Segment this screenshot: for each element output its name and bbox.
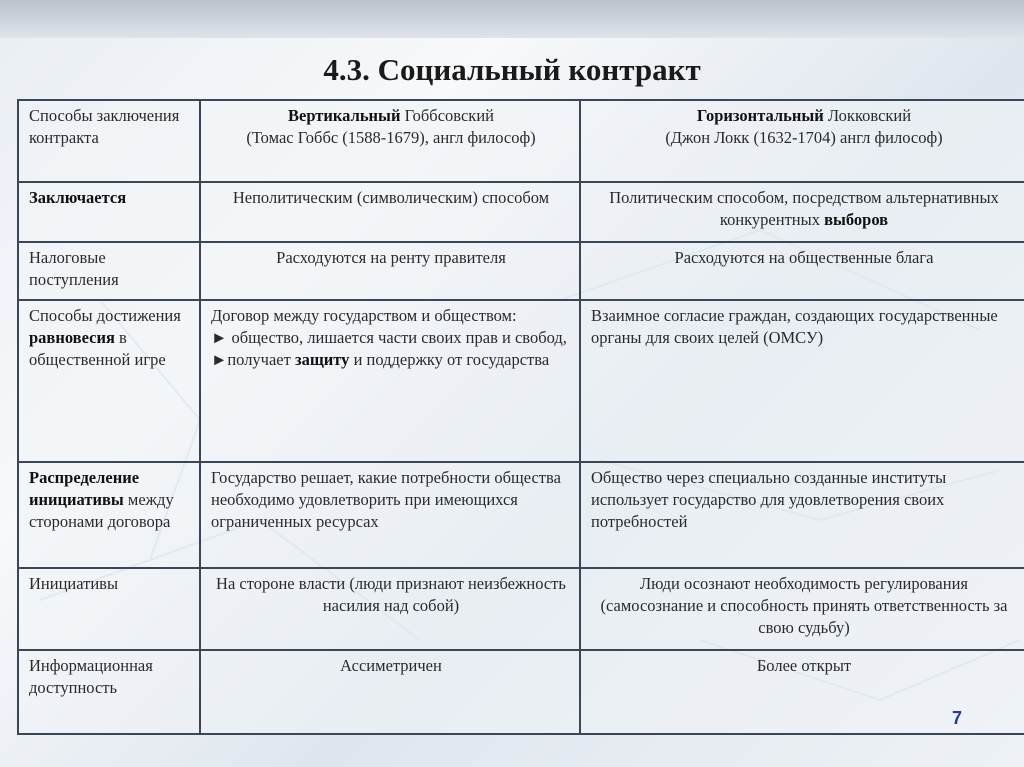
row-label-bold: равновесия xyxy=(29,328,115,347)
vertical-cell xyxy=(200,242,580,300)
header-vertical-author: (Томас Гоббс (1588-1679), англ философ) xyxy=(246,128,536,147)
horizontal-text: Расходуются на общественные блага xyxy=(674,248,934,267)
vertical-text: Неполитическим (символическим) способом xyxy=(232,188,550,207)
row-label: Способы достижения xyxy=(29,306,181,325)
vertical-intro: Договор между государством и обществом: xyxy=(211,306,517,325)
row-label: Инициативы xyxy=(29,574,119,593)
row-label-cell xyxy=(18,650,200,734)
vertical-text: На стороне власти (люди признают неизбежность насилия над собой) xyxy=(216,574,566,615)
horizontal-text: Взаимное согласие граждан, создающих государственные органы для своих целей (ОМСУ) xyxy=(591,306,998,347)
row-label-post: в общественной игре xyxy=(29,328,166,369)
header-horizontal-cell xyxy=(580,100,1024,182)
vertical-text: Расходуются на ренту правителя xyxy=(276,248,506,267)
vertical-cell xyxy=(200,650,580,734)
vertical-text: Государство решает, какие потребности общества необходимо удовлетворить при имеющихся ограниченных ресурсах xyxy=(211,468,561,531)
vertical-cell xyxy=(200,182,580,242)
row-label-cell xyxy=(18,462,200,568)
row-label-cell xyxy=(18,568,200,650)
horizontal-cell xyxy=(580,182,1024,242)
table-row xyxy=(18,300,1024,462)
horizontal-cell xyxy=(580,242,1024,300)
table-row xyxy=(18,242,1024,300)
header-horizontal-title: Горизонтальный xyxy=(696,106,824,125)
table-row xyxy=(18,568,1024,650)
vertical-cell xyxy=(200,300,580,462)
row-label: Информационная доступность xyxy=(29,656,153,697)
header-horizontal-author: (Джон Локк (1632-1704) англ философ) xyxy=(665,128,943,147)
header-vertical-cell xyxy=(200,100,580,182)
horizontal-text: Общество через специально созданные институты использует государство для удовлетворения своих потребностей xyxy=(591,468,947,531)
table-row xyxy=(18,650,1024,734)
horizontal-text: Политическим способом, посредством альтернативных конкурентных xyxy=(609,188,999,229)
row-label-cell xyxy=(18,242,200,300)
horizontal-bold-text: выборов xyxy=(824,210,889,229)
vertical-bullet-2: ►получает xyxy=(211,350,295,369)
vertical-bullet-2-bold: защиту xyxy=(294,350,350,369)
comparison-table xyxy=(17,99,1024,735)
row-label: Заключается xyxy=(29,188,127,207)
vertical-bullet-2-post: и поддержку от государства xyxy=(349,350,550,369)
page-number: 7 xyxy=(952,708,963,728)
vertical-text: Ассиметричен xyxy=(340,656,442,675)
horizontal-text: Более открыт xyxy=(756,656,852,675)
horizontal-text: Люди осознают необходимость регулирования (самосознание и способность принять ответственность за свою судьбу) xyxy=(600,574,1008,637)
row-label-post: между сторонами договора xyxy=(29,490,174,531)
horizontal-cell xyxy=(580,568,1024,650)
horizontal-cell xyxy=(580,462,1024,568)
header-horizontal-name: Локковский xyxy=(823,106,912,125)
header-methods-label: Способы заключения контракта xyxy=(29,106,180,147)
row-label-cell xyxy=(18,300,200,462)
table-row xyxy=(18,462,1024,568)
header-vertical-name: Гоббсовский xyxy=(400,106,494,125)
header-methods-cell xyxy=(18,100,200,182)
horizontal-cell xyxy=(580,300,1024,462)
row-label-bold: Распределение инициативы xyxy=(29,468,140,509)
row-label-cell xyxy=(18,182,200,242)
table-header-row xyxy=(18,100,1024,182)
table-row xyxy=(18,182,1024,242)
vertical-cell xyxy=(200,462,580,568)
vertical-cell xyxy=(200,568,580,650)
vertical-bullet-1: ► общество, лишается части своих прав и свобод, xyxy=(211,328,567,347)
page-title: 4.3. Социальный контракт xyxy=(323,52,701,87)
header-vertical-title: Вертикальный xyxy=(288,106,401,125)
row-label: Налоговые поступления xyxy=(29,248,119,289)
